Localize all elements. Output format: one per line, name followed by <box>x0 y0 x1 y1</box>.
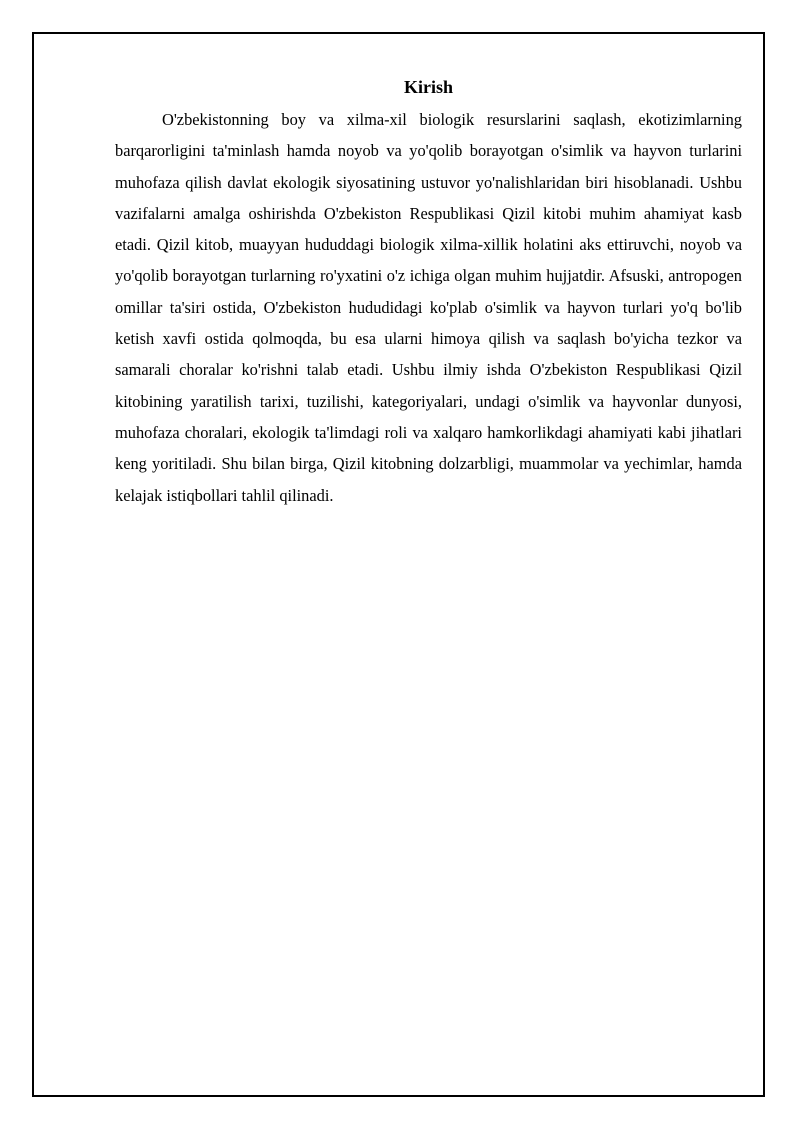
document-body <box>115 76 742 511</box>
section-title: Kirish <box>403 77 453 97</box>
intro-paragraph: O'zbekistonning boy va xilma-xil biologik resurslarini saqlash, ekotizimlarning barqarorligini ta'minlash hamda noyob va yo'qolib borayotgan o'simlik va hayvon turlarini muhofaza qilish davlat ekologik siyosatining ustuvor yo'nalishlaridan biri hisoblanadi. Ushbu vazifalarni amalga oshirishda O'zbekiston Respublikasi Qizil kitobi muhim ahamiyat kasb etadi. Qizil kitob, muayyan hududdagi biologik xilma-xillik holatini aks ettiruvchi, noyob va yo'qolib borayotgan turlarning ro'yxatini o'z ichiga olgan muhim hujjatdir. Afsuski, antropogen omillar ta'siri ostida, O'zbekiston hududidagi ko'plab o'simlik va hayvon turlari yo'q bo'lib ketish xavfi ostida qolmoqda, bu esa ularni himoya qilish va saqlash bo'yicha tezkor va samarali choralar ko'rishni talab etadi. Ushbu ilmiy ishda O'zbekiston Respublikasi Qizil kitobining yaratilish tarixi, tuzilishi, kategoriyalari, undagi o'simlik va hayvonlar dunyosi, muhofaza choralari, ekologik ta'limdagi roli va xalqaro hamkorlikdagi ahamiyati kabi jihatlari keng yoritiladi. Shu bilan birga, Qizil kitobning dolzarbligi, muammolar va yechimlar, hamda kelajak istiqbollari tahlil qilinadi. <box>115 110 742 505</box>
